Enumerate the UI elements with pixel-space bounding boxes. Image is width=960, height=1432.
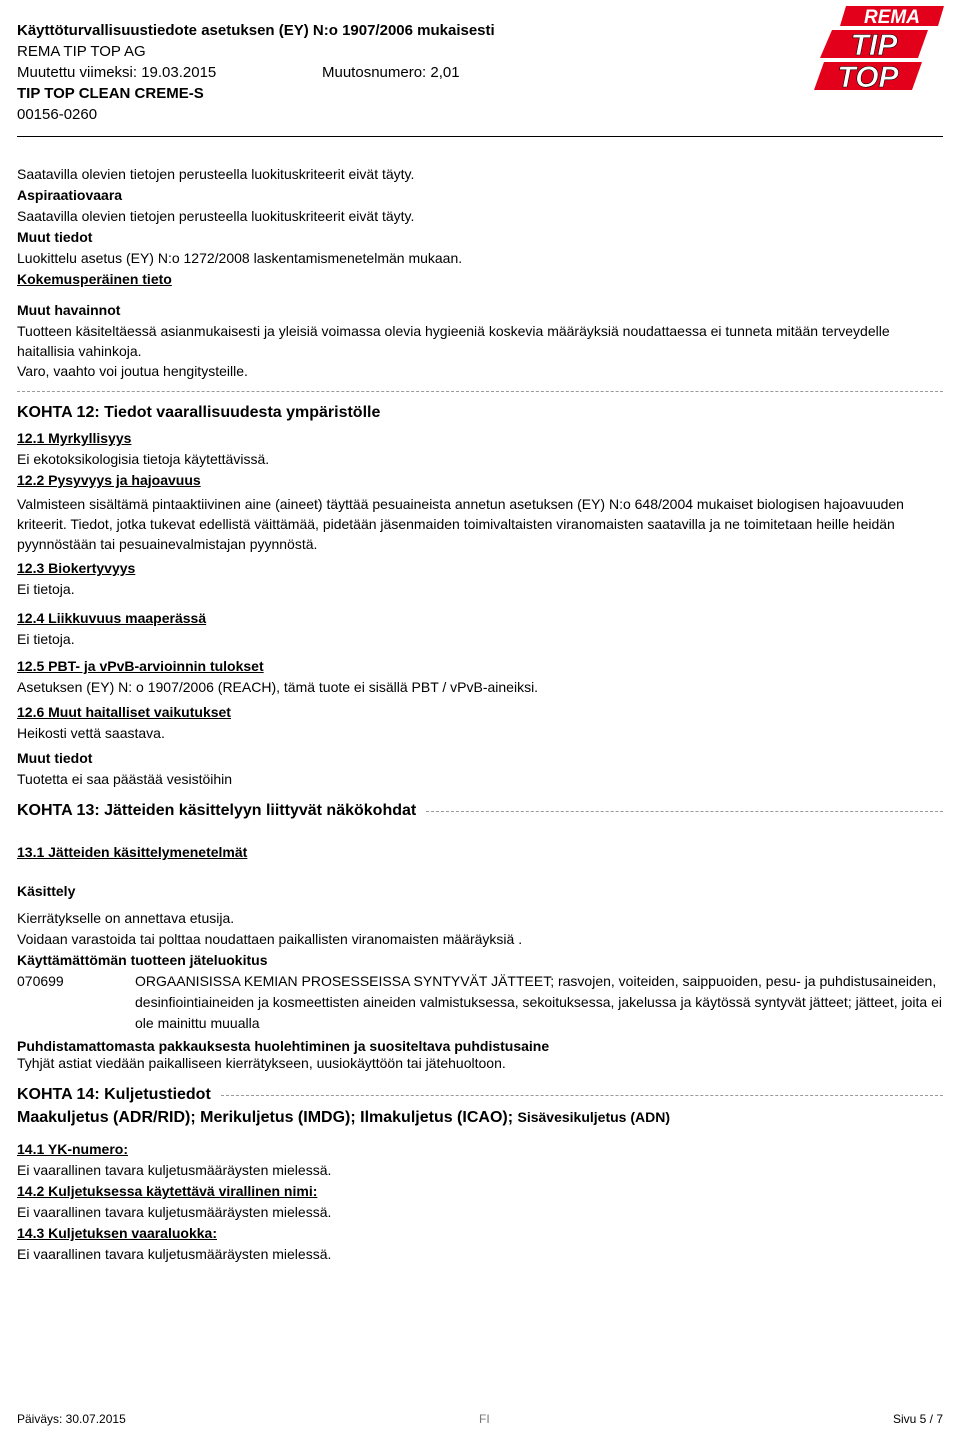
toxicity-heading: 12.1 Myrkyllisyys <box>17 430 132 446</box>
storage-text: Voidaan varastoida tai polttaa noudattaen paikallisten viranomaisten määräyksiä . <box>17 931 523 947</box>
packaging-heading: Puhdistamattomasta pakkauksesta huolehtiminen ja suositeltava puhdistusaine <box>17 1038 550 1054</box>
waste-classification-heading: Käyttämättömän tuotteen jäteluokitus <box>17 952 268 968</box>
waste-classification-row <box>17 971 943 1034</box>
header-rule <box>17 136 943 137</box>
toxicity-text: Ei ekotoksikologisia tietoja käytettävissä. <box>17 451 270 467</box>
section-12-other-heading: Muut tiedot <box>17 750 93 766</box>
section-14-title: KOHTA 14: Kuljetustiedot <box>17 1086 211 1103</box>
document-body <box>17 164 943 1265</box>
foam-warning: Varo, vaahto voi joutua hengitysteille. <box>17 363 248 379</box>
company-name: REMA TIP TOP AG <box>17 43 146 60</box>
persistence-text: Valmisteen sisältämä pintaaktiivinen aine (aineet) täyttää pesuaineista annetun asetuksen (EY) N:o 648/2004 mukaiset biologisen hajoavuuden kriteerit. Tiedot, jotka tukevat edellistä väittämää, pidetään jäsenmaiden toimivaltaisten viranomaisten saatavilla ja ne toimitetaan heille heidän pyynnöstään tai pesuainevalmistajan pyynnöstä. <box>17 496 904 552</box>
revision-number: Muutosnumero: 2,01 <box>322 64 460 81</box>
aspiration-text: Saatavilla olevien tietojen perusteella luokituskriteerit eivät täyty. <box>17 208 415 224</box>
svg-text:REMA: REMA <box>864 7 920 28</box>
recycling-text: Kierrätykselle on annettava etusija. <box>17 910 235 926</box>
waste-code: 070699 <box>17 973 64 989</box>
product-name: TIP TOP CLEAN CREME-S <box>17 85 204 102</box>
waste-description: ORGAANISISSA KEMIAN PROSESSEISSA SYNTYVÄT JÄTTEET; rasvojen, voiteiden, saippuoiden, pesu- ja puhdistusaineiden, desinfiointiaineiden ja kosmeettisten aineiden valmistuksessa, sekoituksessa, jakelussa ja käytössä syntyvät jätteet; jätteet, joita ei ole mainittu muualla <box>135 973 942 1031</box>
footer-date: Päiväys: 30.07.2015 <box>17 1412 126 1426</box>
transport-modes-main: Maakuljetus (ADR/RID); Merikuljetus (IMDG); Ilmakuljetus (ICAO); <box>17 1109 514 1126</box>
packaging-text: Tyhjät astiat viedään paikalliseen kierrätykseen, uusiokäyttöön tai jätehuoltoon. <box>17 1055 506 1071</box>
section-14-title-row <box>17 1084 943 1106</box>
other-effects-heading: 12.6 Muut haitalliset vaikutukset <box>17 704 231 720</box>
footer-language: FI <box>479 1412 490 1426</box>
classification-text: Saatavilla olevien tietojen perusteella luokituskriteerit eivät täyty. <box>17 166 415 182</box>
hazard-class-heading: 14.3 Kuljetuksen vaaraluokka: <box>17 1225 217 1241</box>
transport-modes <box>17 1106 943 1129</box>
mobility-heading: 12.4 Liikkuvuus maaperässä <box>17 610 207 626</box>
section-13-title: KOHTA 13: Jätteiden käsittelyyn liittyvät näkökohdat <box>17 802 417 819</box>
un-number-text: Ei vaarallinen tavara kuljetusmääräysten mielessä. <box>17 1162 332 1178</box>
pbt-text: Asetuksen (EY) N: o 1907/2006 (REACH), tämä tuote ei sisällä PBT / vPvB-aineiksi. <box>17 679 539 695</box>
modified-date: Muutettu viimeksi: 19.03.2015 <box>17 64 217 81</box>
svg-text:TIP: TIP <box>850 29 898 62</box>
mobility-text: Ei tietoja. <box>17 631 75 647</box>
persistence-heading: 12.2 Pysyvyys ja hajoavuus <box>17 472 201 488</box>
transport-modes-inland: Sisävesikuljetus (ADN) <box>517 1109 670 1125</box>
revision-row <box>17 62 797 83</box>
section-12-title: KOHTA 12: Tiedot vaarallisuudesta ympäristölle <box>17 404 381 421</box>
shipping-name-text: Ei vaarallinen tavara kuljetusmääräysten mielessä. <box>17 1204 332 1220</box>
experience-heading: Kokemusperäinen tieto <box>17 271 172 287</box>
shipping-name-heading: 14.2 Kuljetuksessa käytettävä virallinen nimi: <box>17 1183 318 1199</box>
document-header <box>17 20 797 125</box>
observations-heading: Muut havainnot <box>17 302 121 318</box>
document-title: Käyttöturvallisuustiedote asetuksen (EY) N:o 1907/2006 mukaisesti <box>17 22 495 39</box>
aspiration-heading: Aspiraatiovaara <box>17 187 123 203</box>
product-code: 00156-0260 <box>17 106 98 123</box>
bioaccumulation-text: Ei tietoja. <box>17 581 75 597</box>
hazard-class-text: Ei vaarallinen tavara kuljetusmääräysten mielessä. <box>17 1246 332 1262</box>
other-info-text: Luokittelu asetus (EY) N:o 1272/2008 laskentamismenetelmän mukaan. <box>17 250 463 266</box>
other-effects-text: Heikosti vettä saastava. <box>17 725 165 741</box>
rema-tip-top-logo <box>812 4 944 92</box>
un-number-heading: 14.1 YK-numero: <box>17 1141 128 1157</box>
pbt-heading: 12.5 PBT- ja vPvB-arvioinnin tulokset <box>17 658 264 674</box>
observations-text: Tuotteen käsiteltäessä asianmukaisesti ja yleisiä voimassa olevia hygieeniä koskevia määräyksiä noudattaessa ei tunneta mitään terveydelle haitallisia vahinkoja. <box>17 323 890 359</box>
page-number: Sivu 5 / 7 <box>892 1412 943 1426</box>
section-13-title-row <box>17 800 943 822</box>
svg-text:TOP: TOP <box>837 61 899 92</box>
disposal-methods-heading: 13.1 Jätteiden käsittelymenetelmät <box>17 844 248 860</box>
handling-heading: Käsittely <box>17 883 76 899</box>
bioaccumulation-heading: 12.3 Biokertyvyys <box>17 560 136 576</box>
page-footer <box>17 1412 943 1432</box>
section-12-other-text: Tuotetta ei saa päästää vesistöihin <box>17 771 233 787</box>
other-info-heading: Muut tiedot <box>17 229 93 245</box>
